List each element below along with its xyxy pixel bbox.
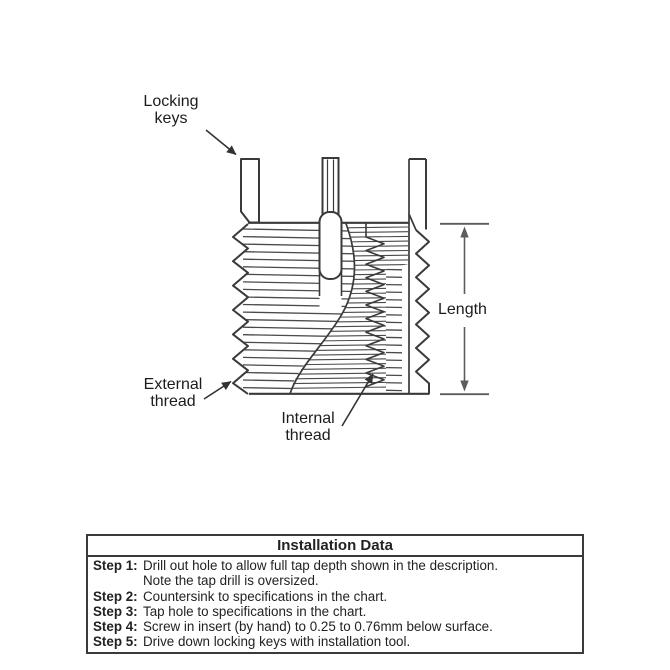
- step-text-line: Note the tap drill is oversized.: [143, 573, 319, 589]
- step-text: [143, 589, 578, 604]
- thread-line: [289, 288, 408, 290]
- step-label: Step 2:: [93, 588, 138, 604]
- thread-line: [289, 302, 408, 304]
- step-text-line: Drill out hole to allow full tap depth shown in the description.: [143, 558, 499, 573]
- step-label: Step 1:: [93, 558, 138, 573]
- table-row: [93, 634, 578, 649]
- table-row: [93, 558, 578, 589]
- step-label: Step 3:: [93, 603, 138, 619]
- thread-line: [289, 326, 408, 328]
- step-text-line: Countersink to specifications in the chart.: [143, 588, 388, 604]
- internal-thread-label: Internal thread: [281, 410, 335, 445]
- step-text: [143, 558, 578, 589]
- step-text-line: Screw in insert (by hand) to 0.25 to 0.76mm below surface.: [143, 619, 493, 635]
- length-label: Length: [438, 301, 487, 318]
- table-row: [93, 604, 578, 619]
- table-title: Installation Data: [88, 536, 582, 557]
- installation-data-table: [86, 534, 584, 654]
- right-external-thread-profile: [416, 230, 429, 394]
- middle-key-body: [320, 212, 342, 279]
- thread-line: [289, 316, 408, 318]
- dim-arrow-down: [460, 381, 468, 392]
- step-text: [143, 619, 578, 634]
- step-text: [143, 634, 578, 649]
- step-label: Step 4:: [93, 619, 138, 635]
- middle-key-shaft: [323, 158, 339, 214]
- step-text-line: Tap hole to specifications in the chart.: [143, 603, 367, 619]
- thread-line: [289, 354, 408, 356]
- step-text-line: Drive down locking keys with installation tool.: [143, 634, 411, 650]
- thread-line: [289, 293, 408, 295]
- table-row: [93, 619, 578, 634]
- step-text: [143, 604, 578, 619]
- table-body: [88, 557, 582, 652]
- dim-arrow-up: [460, 227, 468, 238]
- thread-line: [289, 340, 408, 342]
- left-locking-key: [241, 159, 259, 223]
- external-thread-label: External thread: [143, 376, 203, 411]
- step-label: Step 5:: [93, 634, 138, 650]
- locking-keys-label: Locking keys: [143, 93, 199, 128]
- right-key-fill: [409, 159, 426, 223]
- thread-line: [289, 279, 408, 281]
- locking-keys-leader: [206, 130, 236, 155]
- table-row: [93, 589, 578, 604]
